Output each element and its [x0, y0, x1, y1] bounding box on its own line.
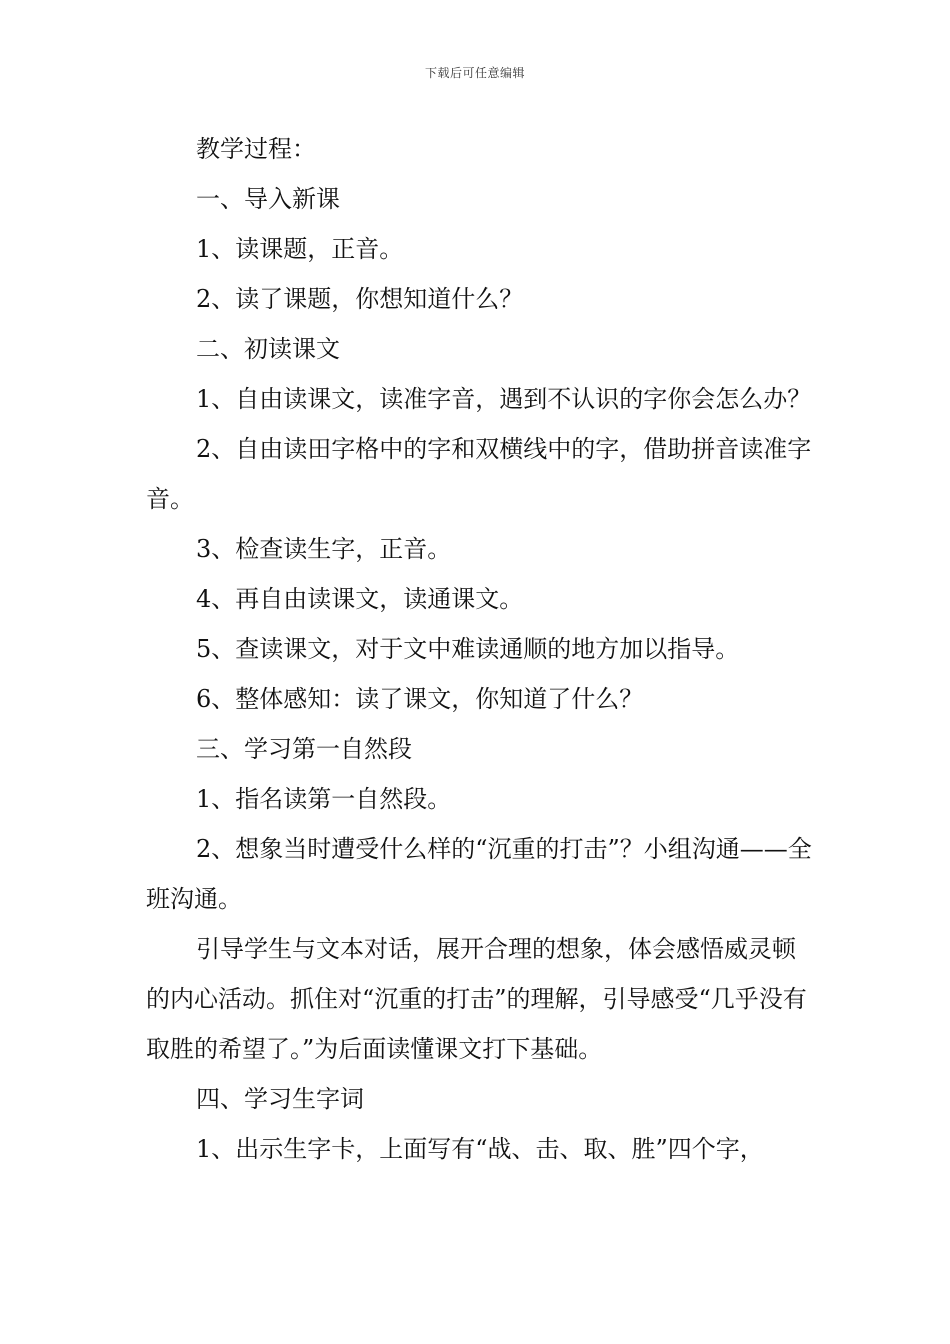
paragraph-item: 1、指名读第一自然段。 [196, 785, 452, 813]
paragraph-item: 4、再自由读课文，读通课文。 [196, 585, 524, 613]
paragraph-item: 3、检查读生字，正音。 [196, 535, 452, 563]
paragraph-item: 2、想象当时遭受什么样的“沉重的打击”？小组沟通——全班沟通。 [146, 835, 812, 913]
paragraph-section-4-heading: 四、学习生字词 [196, 1085, 364, 1113]
page-header: 下载后可任意编辑 [424, 66, 525, 80]
document-body [146, 124, 816, 1174]
paragraph-item: 2、自由读田字格中的字和双横线中的字，借助拼音读准字音。 [146, 435, 812, 513]
paragraph-item: 6、整体感知：读了课文，你知道了什么？ [196, 685, 644, 713]
paragraph-item: 1、读课题，正音。 [196, 235, 404, 263]
paragraph-section-3-heading: 三、学习第一自然段 [196, 735, 412, 763]
paragraph-item: 2、读了课题，你想知道什么？ [196, 285, 524, 313]
paragraph-section-2-heading: 二、初读课文 [196, 335, 340, 363]
paragraph-teaching-process: 教学过程： [196, 135, 316, 163]
paragraph-item: 1、出示生字卡，上面写有“战、击、取、胜”四个字， [196, 1135, 764, 1163]
paragraph-item: 5、查读课文，对于文中难读通顺的地方加以指导。 [196, 635, 740, 663]
paragraph-guidance: 引导学生与文本对话，展开合理的想象，体会感悟威灵顿的内心活动。抓住对“沉重的打击”的理解，引导感受“几乎没有取胜的希望了。”为后面读懂课文打下基础。 [146, 935, 807, 1063]
paragraph-item: 1、自由读课文，读准字音，遇到不认识的字你会怎么办？ [196, 385, 812, 413]
paragraph-section-1-heading: 一、导入新课 [196, 185, 340, 213]
